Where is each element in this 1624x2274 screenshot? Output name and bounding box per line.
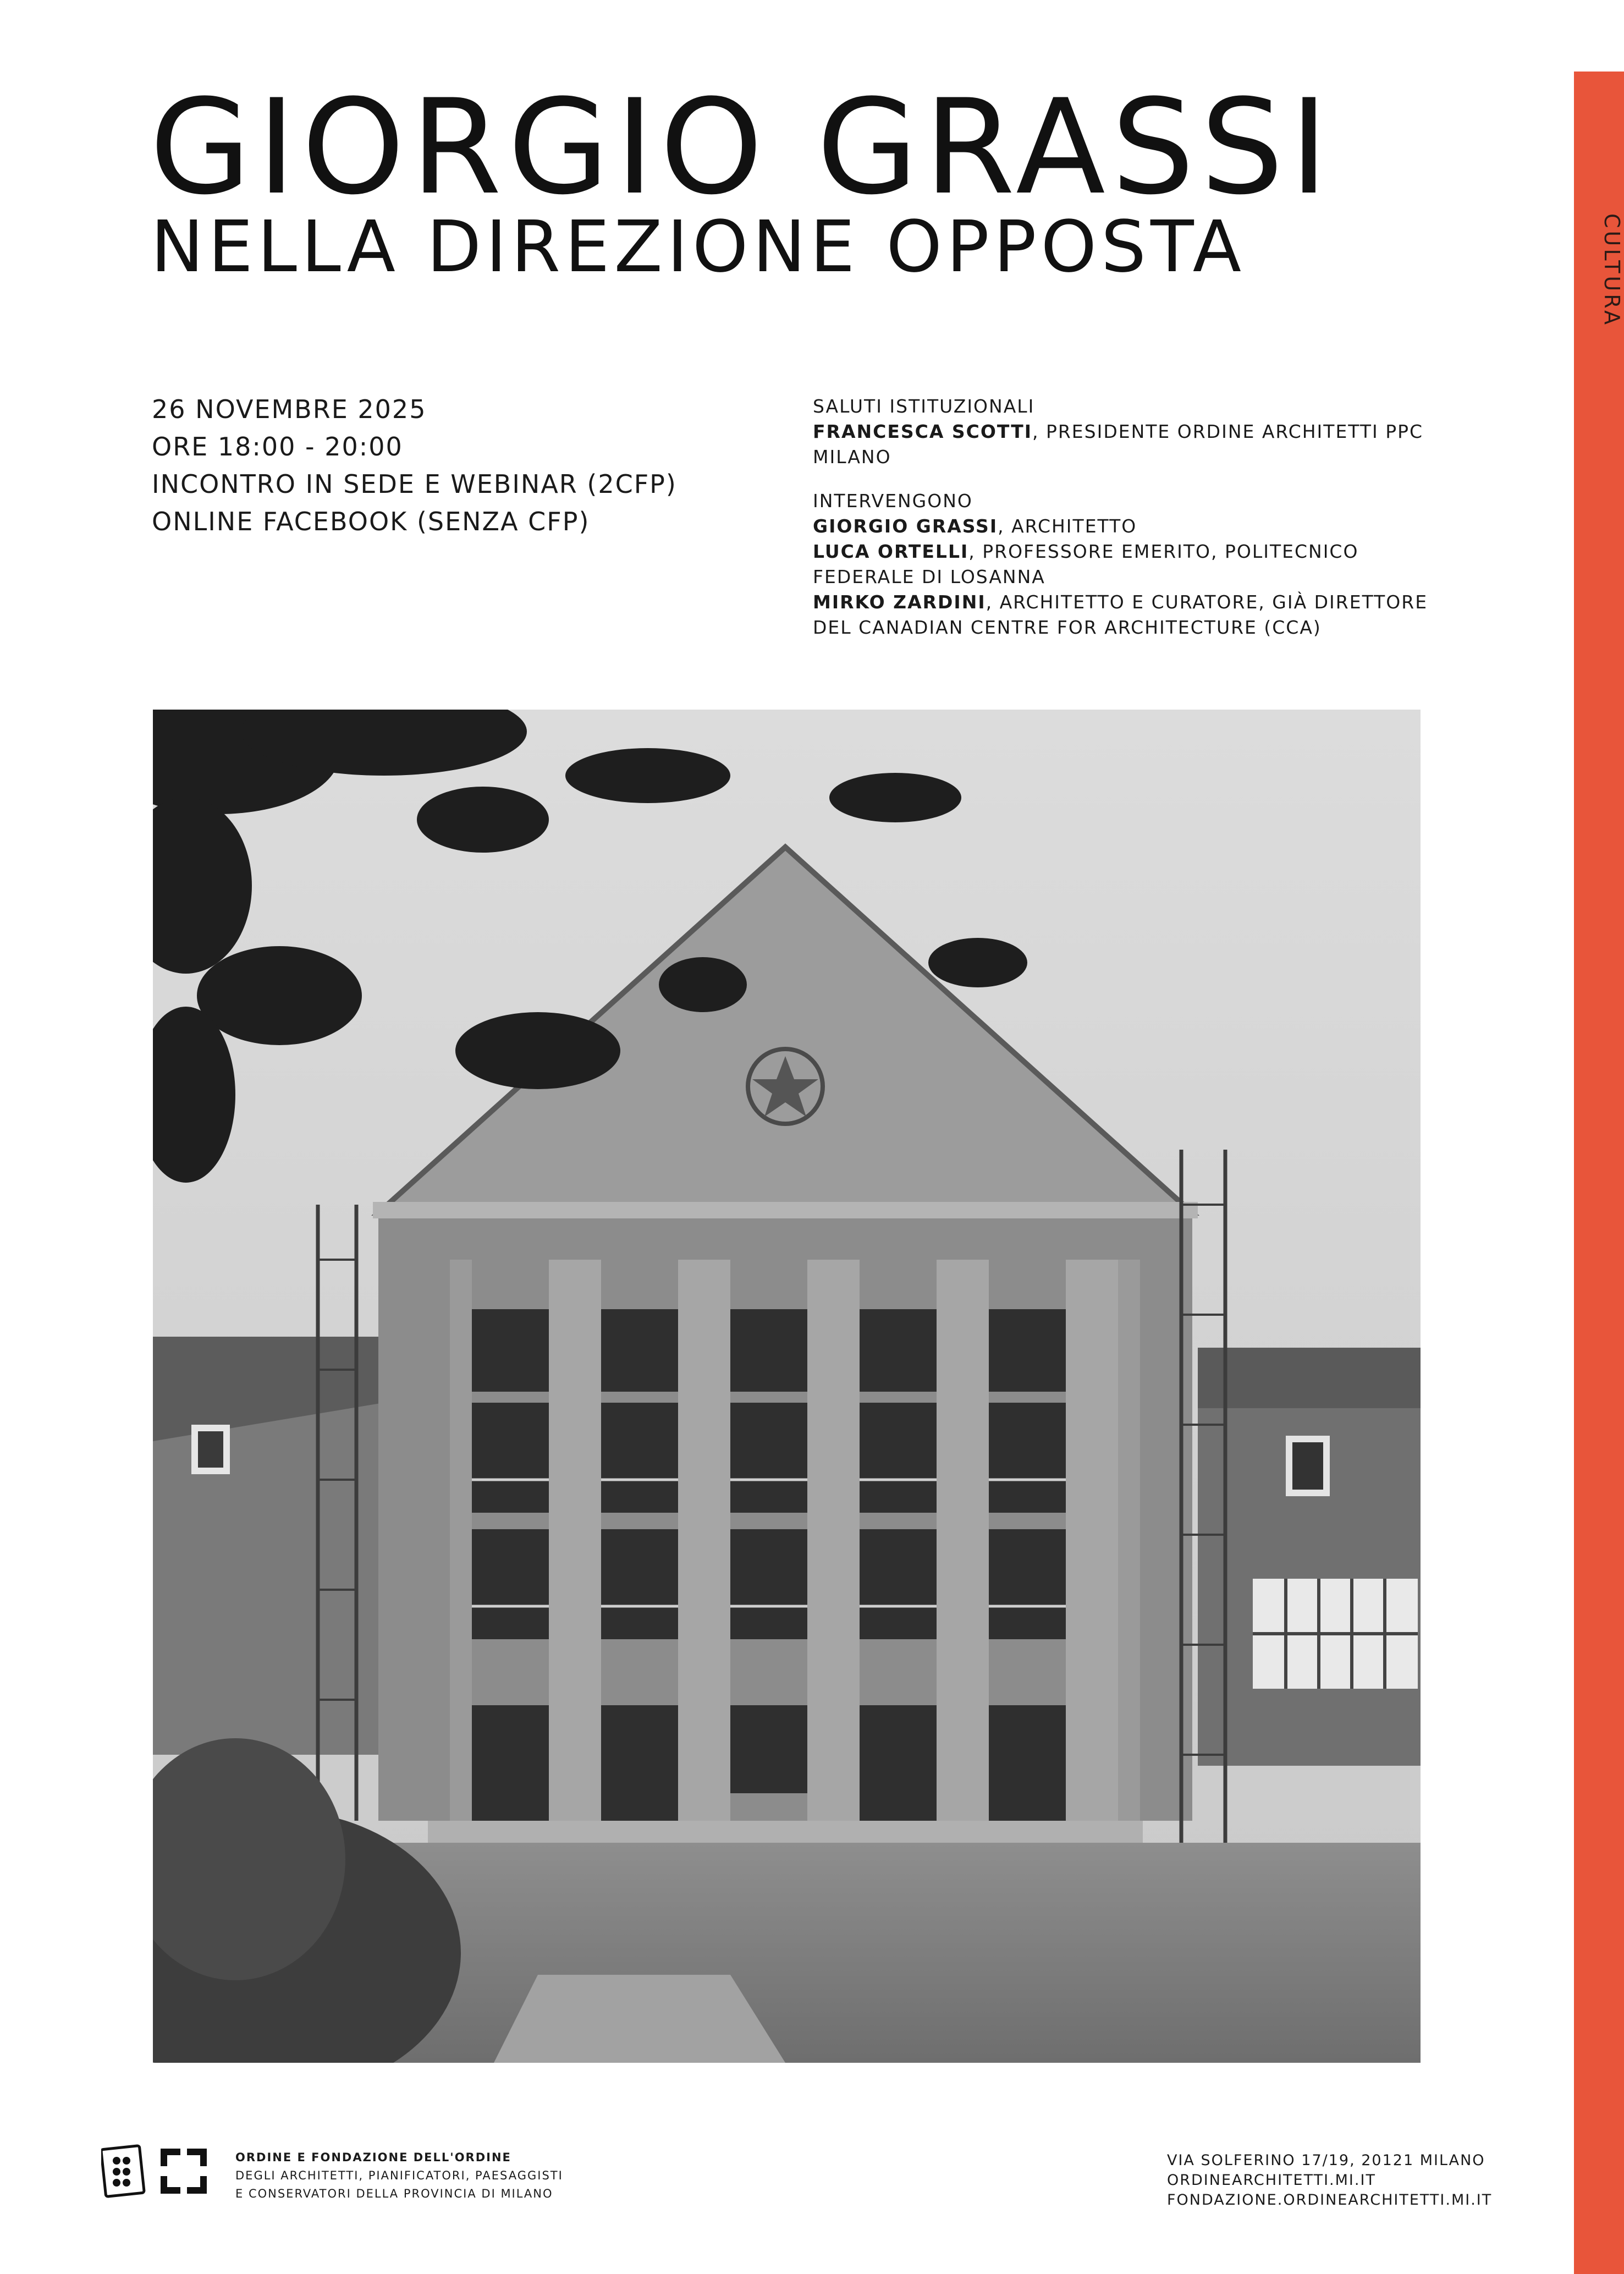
speaker-name: FRANCESCA SCOTTI [813, 421, 1032, 442]
organization-name [235, 2149, 620, 2203]
website-link[interactable]: ORDINEARCHITETTI.MI.IT [1167, 2172, 1376, 2189]
speakers-group [813, 488, 1445, 640]
event-subtitle: NELLA DIREZIONE OPPOSTA [151, 206, 1246, 288]
event-mode-online: ONLINE FACEBOOK (SENZA CFP) [152, 507, 590, 536]
speaker-name: MIRKO ZARDINI [813, 591, 986, 613]
speakers-heading: INTERVENGONO [813, 490, 973, 512]
category-label: CULTURA [1600, 213, 1624, 328]
speaker-name: LUCA ORTELLI [813, 541, 969, 562]
event-info [152, 391, 801, 540]
org-line-1: ORDINE E FONDAZIONE DELL'ORDINE [235, 2151, 511, 2164]
speakers-block [813, 394, 1445, 659]
category-band [1574, 72, 1624, 2274]
org-line-3: E CONSERVATORI DELLA PROVINCIA DI MILANO [235, 2187, 553, 2200]
greetings-entry [813, 419, 1445, 470]
address: VIA SOLFERINO 17/19, 20121 MILANO [1167, 2152, 1485, 2169]
event-date: 26 NOVEMBRE 2025 [152, 394, 427, 424]
greetings-heading: SALUTI ISTITUZIONALI [813, 396, 1035, 417]
speaker-role: , PRESIDENTE ORDINE ARCHITETTI PPC MILANO [813, 421, 1424, 468]
speaker-name: GIORGIO GRASSI [813, 515, 998, 537]
building-photo [153, 710, 1421, 2063]
greetings-group [813, 394, 1445, 470]
speaker-entry [813, 514, 1445, 539]
event-title: GIORGIO GRASSI [150, 72, 1335, 224]
contact-info [1167, 2151, 1563, 2210]
org-line-2: DEGLI ARCHITETTI, PIANIFICATORI, PAESAGGISTI [235, 2169, 563, 2182]
event-mode-onsite: INCONTRO IN SEDE E WEBINAR (2CFP) [152, 469, 677, 499]
event-time: ORE 18:00 - 20:00 [152, 432, 403, 462]
speaker-role: , ARCHITETTO [998, 515, 1137, 537]
foundation-website-link[interactable]: FONDAZIONE.ORDINEARCHITETTI.MI.IT [1167, 2191, 1493, 2209]
ordine-logo-icon [101, 2144, 228, 2199]
speaker-entry [813, 539, 1445, 590]
speaker-role: , PROFESSORE EMERITO, POLITECNICO FEDERALE DI LOSANNA [813, 541, 1359, 587]
speaker-role: , ARCHITETTO E CURATORE, GIÀ DIRETTORE DEL CANADIAN CENTRE FOR ARCHITECTURE (CCA) [813, 591, 1428, 638]
speaker-entry [813, 590, 1445, 640]
